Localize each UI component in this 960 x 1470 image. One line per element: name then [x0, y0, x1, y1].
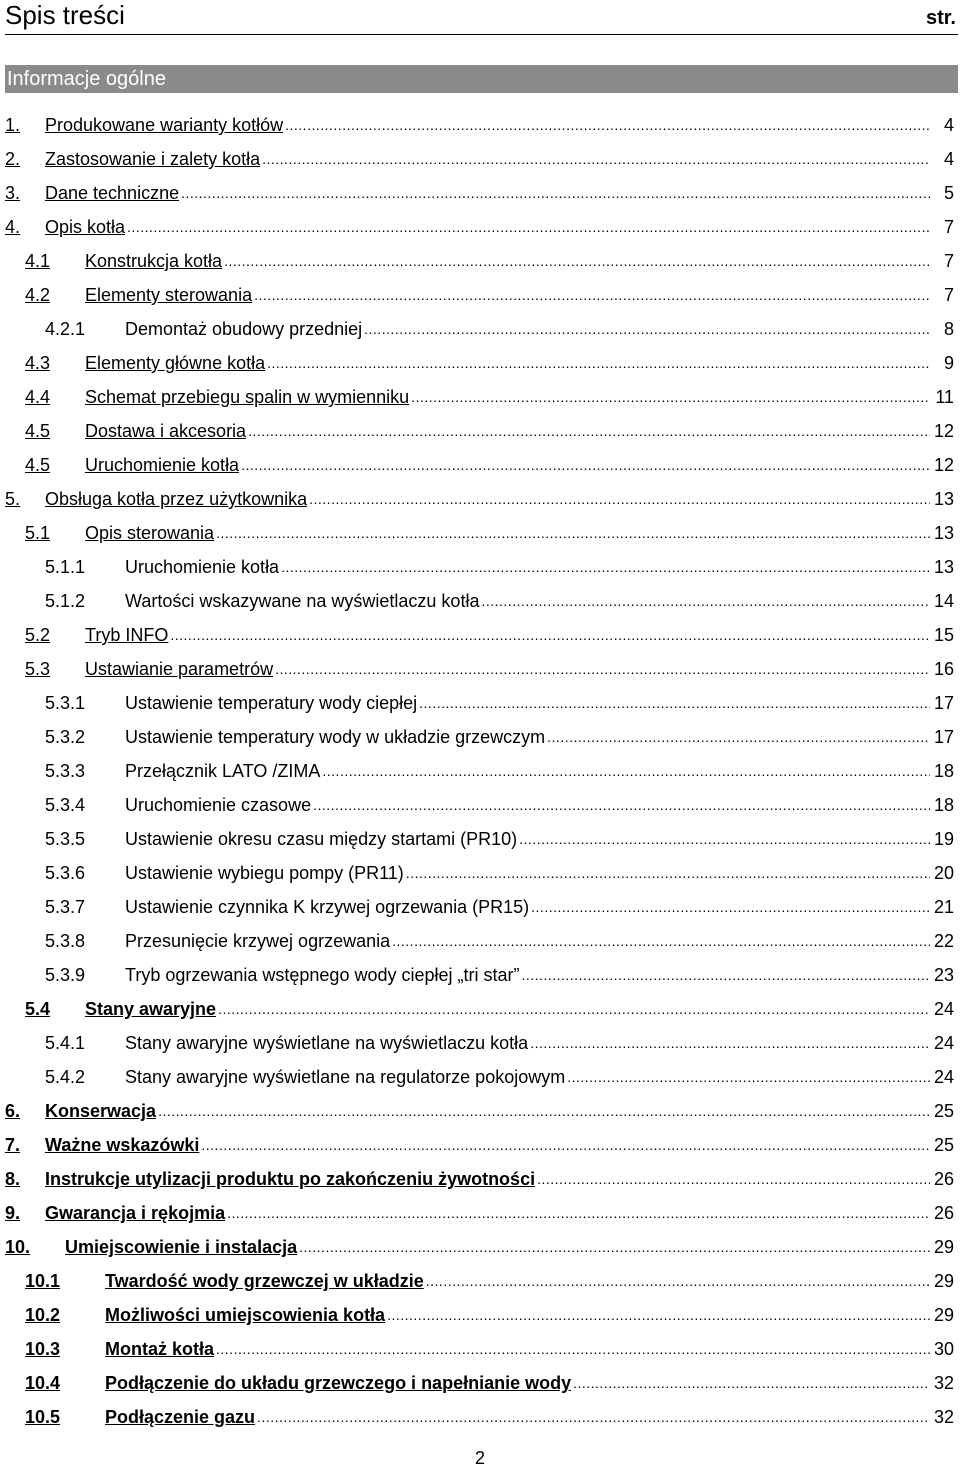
toc-entry-page: 20	[933, 863, 954, 883]
toc-entry-number: 4.5	[25, 455, 51, 475]
dot-leader	[481, 590, 930, 612]
toc-entry-title[interactable]: Uruchomienie kotła	[125, 557, 280, 577]
dot-leader	[227, 1202, 930, 1224]
toc-entry-page: 12	[933, 455, 954, 475]
toc-entry-title[interactable]: Dostawa i akcesoria	[85, 421, 247, 441]
toc-entry-page: 17	[933, 693, 954, 713]
dot-leader	[218, 998, 930, 1020]
toc-entry-number: 5.3.3	[45, 761, 86, 781]
toc-entry[interactable]	[25, 992, 954, 1020]
toc-entry-page: 8	[943, 319, 954, 339]
toc-entry-number: 4.	[5, 217, 21, 237]
dot-leader	[537, 1168, 930, 1190]
toc-entry-title[interactable]: Ustawienie czynnika K krzywej ogrzewania (PR15)	[125, 897, 530, 917]
toc-entry-number: 9.	[5, 1203, 21, 1223]
toc-entry[interactable]	[5, 176, 954, 204]
toc-entry-title[interactable]: Produkowane warianty kotłów	[45, 115, 284, 135]
toc-entry-title[interactable]: Demontaż obudowy przedniej	[125, 319, 363, 339]
toc-entry-title[interactable]: Stany awaryjne wyświetlane na regulatorze pokojowym	[125, 1067, 566, 1087]
toc-entry-page: 24	[933, 1067, 954, 1087]
toc-entry[interactable]	[45, 856, 954, 884]
toc-entry-title[interactable]: Stany awaryjne wyświetlane na wyświetlaczu kotła	[125, 1033, 529, 1053]
toc-entry-title[interactable]: Uruchomienie kotła	[85, 455, 240, 475]
toc-entry-page: 9	[943, 353, 954, 373]
toc-entry-title[interactable]: Umiejscowienie i instalacja	[65, 1237, 298, 1257]
toc-entry-number: 5.3.7	[45, 897, 86, 917]
toc-entry-number: 5.3.4	[45, 795, 86, 815]
toc-entry[interactable]	[45, 822, 954, 850]
dot-leader	[567, 1066, 930, 1088]
toc-entry[interactable]	[25, 618, 954, 646]
toc-entry-page: 5	[943, 183, 954, 203]
toc-entry-title[interactable]: Ustawienie temperatury wody w układzie grzewczym	[125, 727, 546, 747]
toc-entry-title[interactable]: Montaż kotła	[105, 1339, 215, 1359]
section-heading-bar	[5, 65, 958, 93]
toc-entry-page: 25	[933, 1135, 954, 1155]
toc-entry[interactable]	[45, 1060, 954, 1088]
toc-entry-title[interactable]: Przesunięcie krzywej ogrzewania	[125, 931, 391, 951]
toc-entry[interactable]	[25, 1298, 954, 1326]
toc-entry-title[interactable]: Zastosowanie i zalety kotła	[45, 149, 261, 169]
toc-entry-number: 5.3	[25, 659, 51, 679]
toc-header	[5, 0, 958, 34]
toc-entry[interactable]	[45, 720, 954, 748]
dot-leader	[248, 420, 930, 442]
dot-leader	[547, 726, 930, 748]
toc-entry-title[interactable]: Instrukcje utylizacji produktu po zakończeniu żywotności	[45, 1169, 536, 1189]
toc-entry-title[interactable]: Tryb INFO	[85, 625, 169, 645]
toc-entry-title[interactable]: Opis sterowania	[85, 523, 215, 543]
toc-entry-number: 5.1	[25, 523, 51, 543]
toc-entry[interactable]	[45, 686, 954, 714]
toc-entry-page: 26	[933, 1203, 954, 1223]
toc-entry[interactable]	[5, 108, 954, 136]
dot-leader	[573, 1372, 930, 1394]
toc-entry[interactable]	[5, 1128, 954, 1156]
toc-entry-number: 2.	[5, 149, 21, 169]
toc-entry[interactable]	[25, 448, 954, 476]
toc-entry-title[interactable]: Tryb ogrzewania wstępnego wody ciepłej „tri star”	[125, 965, 520, 985]
toc-entry-title[interactable]: Przełącznik LATO /ZIMA	[125, 761, 321, 781]
dot-leader	[313, 794, 930, 816]
dot-leader	[181, 182, 930, 204]
dot-leader	[426, 1270, 930, 1292]
dot-leader	[216, 522, 930, 544]
toc-entry-page: 29	[933, 1305, 954, 1325]
dot-leader	[419, 692, 930, 714]
toc-entry-title[interactable]: Ustawienie temperatury wody ciepłej	[125, 693, 418, 713]
toc-entry[interactable]	[5, 1230, 954, 1258]
toc-entry-title[interactable]: Uruchomienie czasowe	[125, 795, 312, 815]
toc-entry-page: 18	[933, 795, 954, 815]
toc-entry-title[interactable]: Elementy sterowania	[85, 285, 253, 305]
page-column-label: str.	[925, 7, 956, 29]
toc-entry-page: 12	[933, 421, 954, 441]
dot-leader	[406, 862, 930, 884]
toc-entry-number: 5.1.2	[45, 591, 86, 611]
toc-entry[interactable]	[25, 244, 954, 272]
toc-entry[interactable]	[45, 924, 954, 952]
toc-entry-number: 5.3.8	[45, 931, 86, 951]
toc-entry-page: 26	[933, 1169, 954, 1189]
toc-entry-page: 7	[943, 285, 954, 305]
toc-entry-title[interactable]: Schemat przebiegu spalin w wymienniku	[85, 387, 410, 407]
toc-entry[interactable]	[25, 1400, 954, 1428]
toc-entry-number: 10.	[5, 1237, 31, 1257]
toc-entry[interactable]	[25, 414, 954, 442]
toc-entry[interactable]	[45, 1026, 954, 1054]
toc-entry-page: 16	[933, 659, 954, 679]
toc-entry-number: 5.3.1	[45, 693, 86, 713]
toc-entry-number: 4.3	[25, 353, 51, 373]
dot-leader	[275, 658, 930, 680]
toc-entry-number: 5.3.2	[45, 727, 86, 747]
page-title: Spis treści	[5, 0, 125, 30]
toc-entry-page: 15	[933, 625, 954, 645]
toc-entry[interactable]	[5, 482, 954, 510]
toc-entry[interactable]	[25, 1332, 954, 1360]
toc-entry-number: 1.	[5, 115, 21, 135]
toc-entry-page: 19	[933, 829, 954, 849]
dot-leader	[170, 624, 930, 646]
dot-leader	[531, 896, 930, 918]
dot-leader	[262, 148, 930, 170]
dot-leader	[216, 1338, 930, 1360]
toc-entry[interactable]	[45, 584, 954, 612]
toc-entry[interactable]	[45, 890, 954, 918]
toc-entry-number: 10.4	[25, 1373, 61, 1393]
toc-entry-number: 3.	[5, 183, 21, 203]
toc-entry-number: 5.4.2	[45, 1067, 86, 1087]
toc-entry-title[interactable]: Ustawienie okresu czasu między startami (PR10)	[125, 829, 518, 849]
toc-entry-title[interactable]: Stany awaryjne	[85, 999, 217, 1019]
toc-entry-page: 7	[943, 217, 954, 237]
dot-leader	[285, 114, 930, 136]
toc-entry[interactable]	[45, 312, 954, 340]
toc-entry-title[interactable]: Opis kotła	[45, 217, 126, 237]
toc-entry-title[interactable]: Możliwości umiejscowienia kotła	[105, 1305, 386, 1325]
header-divider	[5, 34, 958, 35]
toc-entry-page: 25	[933, 1101, 954, 1121]
dot-leader	[241, 454, 930, 476]
toc-entry-page: 13	[933, 523, 954, 543]
dot-leader	[392, 930, 930, 952]
toc-entry-number: 5.1.1	[45, 557, 86, 577]
toc-entry-number: 5.3.5	[45, 829, 86, 849]
toc-entry[interactable]	[25, 652, 954, 680]
toc-entry-number: 8.	[5, 1169, 21, 1189]
toc-entry-title[interactable]: Ustawienie wybiegu pompy (PR11)	[125, 863, 404, 883]
toc-entry-number: 4.4	[25, 387, 51, 407]
toc-entry[interactable]	[25, 380, 954, 408]
toc-entry-page: 14	[933, 591, 954, 611]
toc-entry-title[interactable]: Ustawianie parametrów	[85, 659, 274, 679]
dot-leader	[309, 488, 930, 510]
toc-entry-page: 32	[933, 1373, 954, 1393]
toc-entry[interactable]	[5, 1196, 954, 1224]
toc-entry-number: 5.	[5, 489, 21, 509]
toc-entry-title[interactable]: Konstrukcja kotła	[85, 251, 223, 271]
dot-leader	[267, 352, 930, 374]
dot-leader	[257, 1406, 930, 1428]
toc-entry[interactable]	[25, 1264, 954, 1292]
toc-entry-number: 6.	[5, 1101, 21, 1121]
dot-leader	[299, 1236, 930, 1258]
dot-leader	[411, 386, 930, 408]
dot-leader	[364, 318, 930, 340]
toc-entry[interactable]	[45, 754, 954, 782]
toc-entry[interactable]	[5, 1162, 954, 1190]
toc-entry-number: 4.1	[25, 251, 51, 271]
dot-leader	[522, 964, 931, 986]
toc-entry[interactable]	[5, 142, 954, 170]
toc-entry-title[interactable]: Podłączenie do układu grzewczego i napełnianie wody	[105, 1373, 572, 1393]
toc-entry[interactable]	[5, 1094, 954, 1122]
toc-entry[interactable]	[45, 958, 954, 986]
toc-entry-title[interactable]: Ważne wskazówki	[45, 1135, 200, 1155]
page-number: 2	[474, 1448, 485, 1468]
dot-leader	[281, 556, 930, 578]
toc-entry-number: 10.1	[25, 1271, 61, 1291]
dot-leader	[127, 216, 930, 238]
toc-entry[interactable]	[45, 550, 954, 578]
toc-entry-number: 10.5	[25, 1407, 61, 1427]
dot-leader	[519, 828, 930, 850]
toc-entry-number: 5.3.9	[45, 965, 86, 985]
toc-entry-page: 7	[943, 251, 954, 271]
toc-entry-page: 11	[935, 387, 954, 407]
toc-entry-title[interactable]: Obsługa kotła przez użytkownika	[45, 489, 308, 509]
toc-entry[interactable]	[25, 346, 954, 374]
toc-entry[interactable]	[45, 788, 954, 816]
toc-entry-page: 18	[933, 761, 954, 781]
dot-leader	[530, 1032, 930, 1054]
section-heading: Informacje ogólne	[7, 68, 166, 90]
toc-entry-title[interactable]: Konserwacja	[45, 1101, 157, 1121]
toc-entry[interactable]	[25, 278, 954, 306]
toc-entry-page: 21	[933, 897, 954, 917]
toc-entry-page: 24	[933, 1033, 954, 1053]
toc-entry-page: 30	[933, 1339, 954, 1359]
toc-entry-number: 10.2	[25, 1305, 61, 1325]
toc-entry-title[interactable]: Dane techniczne	[45, 183, 180, 203]
dot-leader	[224, 250, 930, 272]
toc-entry-page: 13	[933, 557, 954, 577]
toc-entry-page: 4	[943, 115, 954, 135]
toc-entry-page: 4	[943, 149, 954, 169]
dot-leader	[254, 284, 930, 306]
dot-leader	[201, 1134, 930, 1156]
toc-entry-page: 13	[933, 489, 954, 509]
toc-entry-page: 24	[933, 999, 954, 1019]
toc-entry-title[interactable]: Podłączenie gazu	[105, 1407, 256, 1427]
toc-entry-title[interactable]: Elementy główne kotła	[85, 353, 266, 373]
toc-entry-page: 32	[933, 1407, 954, 1427]
toc-entry-number: 7.	[5, 1135, 21, 1155]
dot-leader	[158, 1100, 930, 1122]
toc-entry-number: 5.4.1	[45, 1033, 86, 1053]
toc-entry-page: 22	[933, 931, 954, 951]
toc-entry-number: 10.3	[25, 1339, 61, 1359]
toc-entry[interactable]	[25, 1366, 954, 1394]
toc-entry-number: 5.4	[25, 999, 51, 1019]
toc-entry-page: 23	[933, 965, 954, 985]
toc-entry-number: 4.5	[25, 421, 51, 441]
toc-entry-page: 17	[933, 727, 954, 747]
toc-entry-title[interactable]: Twardość wody grzewczej w układzie	[105, 1271, 424, 1291]
toc-entry-page: 29	[933, 1237, 954, 1257]
toc-entry-page: 29	[933, 1271, 954, 1291]
toc-entry-number: 5.3.6	[45, 863, 86, 883]
toc-entry-title[interactable]: Wartości wskazywane na wyświetlaczu kotła	[125, 591, 480, 611]
toc-entry-number: 4.2	[25, 285, 51, 305]
toc-entry-number: 5.2	[25, 625, 51, 645]
dot-leader	[387, 1304, 930, 1326]
dot-leader	[322, 760, 930, 782]
toc-entry-number: 4.2.1	[45, 319, 86, 339]
toc-entry[interactable]	[5, 210, 954, 238]
toc-entry-title[interactable]: Gwarancja i rękojmia	[45, 1203, 226, 1223]
toc-entry[interactable]	[25, 516, 954, 544]
